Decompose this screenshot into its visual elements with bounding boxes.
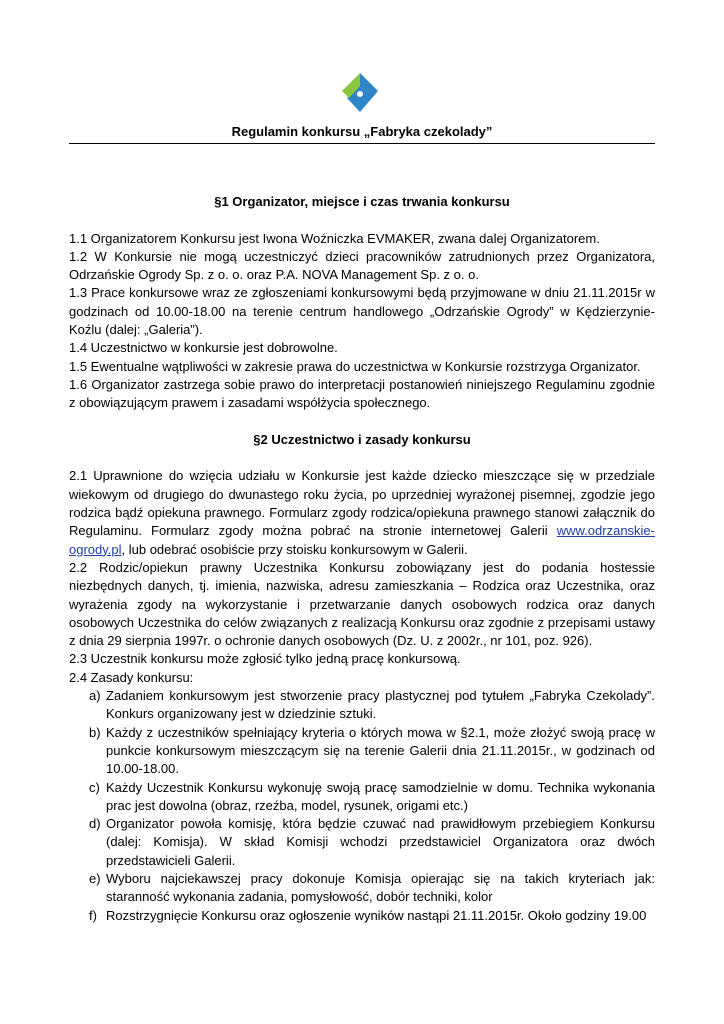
rule-marker: c) [89,779,100,795]
rule-marker: a) [89,688,101,704]
section-2-heading: §2 Uczestnictwo i zasady konkursu [253,431,471,447]
logo-center-dot [357,91,363,97]
paragraph-2-3: 2.3 Uczestnik konkursu może zgłosić tylko jedną pracę konkursową. [69,651,461,667]
rule-text: Zadaniem konkursowym jest stworzenie pracy plastycznej pod tytułem „Fabryka Czekolady”. Konkurs organizowany jest w dziedzinie sztuki. [106,688,655,722]
spacer [69,211,655,229]
contest-rules-list [69,687,655,925]
spacer [69,449,655,467]
rule-marker: f) [89,907,97,923]
paragraph-1-2: 1.2 W Konkursie nie mogą uczestniczyć dzieci pracowników zatrudnionych przez Organizatora, Odrzańskie Ogrody Sp. z o. o. oraz P.A. NOVA Management Sp. z o. o. [69,248,655,283]
document-title: Regulamin konkursu „Fabryka czekolady” [231,124,493,139]
rule-text: Rozstrzygnięcie Konkursu oraz ogłoszenie wyników nastąpi 21.11.2015r. Około godziny 19.00 [106,907,647,923]
paragraph-1-4: 1.4 Uczestnictwo w konkursie jest dobrowolne. [69,340,338,356]
paragraph-2-1-text: 2.1 Uprawnione do wzięcia udziału w Konkursie jest każde dziecko mieszczące się w przedziale wiekowym od drugiego do dwunastego roku życia, po uprzedniej wyrażonej pisemnej, zgodzie jego rodzica bądź opiekuna prawnego. Formularz zgody rodzica/opiekuna prawnego stanowi załącznik do Regulaminu. Formularz zgody można pobrać na stronie internetowej Galerii [69,468,655,539]
rule-item-a [69,687,655,724]
paragraph-1-1: 1.1 Organizatorem Konkursu jest Iwona Woźniczka EVMAKER, zwana dalej Organizatorem. [69,230,600,246]
paragraph-1-5: 1.5 Ewentualne wątpliwości w zakresie prawa do uczestnictwa w Konkursie rozstrzyga Organizator. [69,358,641,374]
rule-item-f [69,907,655,925]
rule-text: Wyboru najciekawszej pracy dokonuje Komisja opierając się na takich kryteriach jak: staranność wykonania zadania, pomysłowość, dobór techniki, kolor [106,870,655,905]
rule-marker: b) [89,724,101,740]
organizer-logo-icon [341,72,379,114]
rule-item-d [69,815,655,870]
paragraph-1-3: 1.3 Prace konkursowe wraz ze zgłoszeniami konkursowymi będą przyjmowane w dniu 21.11.2015r w godzinach od 10.00-18.00 na terenie centrum handlowego „Odrzańskie Ogrody” w Kędzierzynie-Koźlu (dalej: „Galeria”). [69,285,655,338]
section-1-heading: §1 Organizator, miejsce i czas trwania konkursu [214,194,510,209]
spacer [69,413,655,431]
paragraph-2-2: 2.2 Rodzic/opiekun prawny Uczestnika Konkursu zobowiązany jest do podania hostessie niezbędnych danych, tj. imienia, nazwiska, adresu zamieszkania – Rodzica oraz Uczestnika, oraz wyrażenia zgody na wykorzystanie i przetwarzanie danych osobowych rodzica oraz danych osobowych Uczestnika do celów związanych z realizacją Konkursu oraz zgodnie z przepisami ustawy z dnia 29 sierpnia 1997r. o ochronie danych osobowych (Dz. U. z 2002r., nr 101, poz. 926). [69,559,655,649]
gallery-website-link[interactable]: www.odrzanskie-ogrody.pl [69,523,655,557]
rule-text: Organizator powoła komisję, która będzie czuwać nad prawidłowym przebiegiem Konkursu (dalej: Komisja). W skład Komisji wchodzi przedstawiciel Organizatora oraz dwóch przedstawicieli Galerii. [106,816,655,868]
paragraph-2-4: 2.4 Zasady konkursu: [69,669,194,685]
rule-item-b [69,724,655,779]
paragraph-2-1-text-end: , lub odebrać osobiście przy stoisku konkursowym w Galerii. [121,541,468,557]
rule-marker: d) [89,816,101,832]
title-divider [69,143,655,144]
rule-item-c [69,779,655,816]
paragraph-2-1 [69,467,655,558]
paragraph-1-6: 1.6 Organizator zastrzega sobie prawo do interpretacji postanowień niniejszego Regulaminu zgodnie z obowiązującym prawem i zasadami współżycia społecznego. [69,376,655,411]
document-body [69,193,655,925]
rule-text: Każdy Uczestnik Konkursu wykonuję swoją pracę samodzielnie w domu. Technika wykonania prac jest dowolna (obraz, rzeźba, model, rysunek, origami etc.) [106,779,655,813]
rule-text: Każdy z uczestników spełniający kryteria o których mowa w §2.1, może złożyć swoją pracę w punkcie konkursowym mieszczącym się na terenie Galerii dnia 21.11.2015r., w godzinach od 10.00-18.00. [106,724,655,777]
rule-marker: e) [89,870,101,886]
rule-item-e [69,870,655,907]
